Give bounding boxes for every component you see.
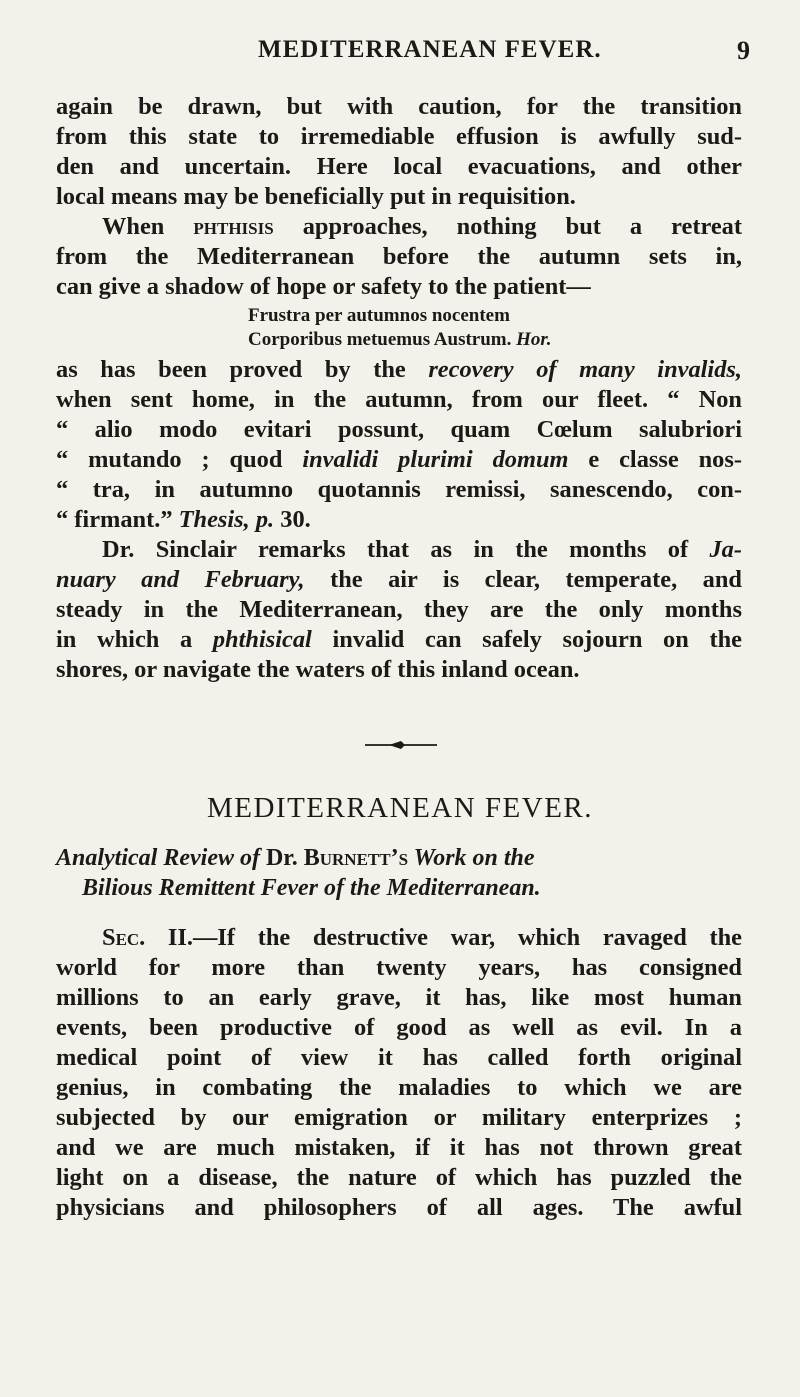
text-run: 30. bbox=[274, 506, 311, 533]
verse-author: Hor. bbox=[516, 329, 552, 350]
verse-line bbox=[248, 328, 552, 352]
paragraph-first-line bbox=[102, 535, 742, 565]
page-number: 9 bbox=[737, 36, 750, 65]
verse-line: Frustra per autumnos nocentem bbox=[248, 305, 510, 326]
subheading-line: Bilious Remittent Fever of the Mediterranean. bbox=[82, 875, 541, 901]
body-line bbox=[56, 565, 742, 595]
running-head bbox=[0, 30, 800, 70]
text-run: Dr. Sinclair remarks that as in the months of bbox=[102, 536, 710, 563]
italic-run: phthisical bbox=[212, 626, 312, 653]
text-run: “ mutando ; quod bbox=[56, 446, 303, 473]
text-run: as has been proved by the bbox=[56, 356, 429, 383]
author-name: Burnett’s bbox=[303, 845, 409, 871]
italic-run: nuary and February, bbox=[56, 566, 305, 593]
body-line: can give a shadow of hope or safety to the patient— bbox=[56, 273, 591, 300]
italic-run: Analytical Review of bbox=[56, 845, 266, 871]
body-line: local means may be beneficially put in requisition. bbox=[56, 183, 576, 210]
body-line: shores, or navigate the waters of this inland ocean. bbox=[56, 656, 580, 683]
text-run: the air is clear, temperate, and bbox=[304, 566, 742, 593]
text-run: —If the destructive war, which ravaged the bbox=[193, 924, 742, 951]
body-line bbox=[56, 445, 742, 475]
body-line: world for more than twenty years, has consigned bbox=[56, 954, 742, 981]
text-run: approaches, nothing but a retreat bbox=[273, 213, 742, 240]
body-line: and we are much mistaken, if it has not thrown great bbox=[56, 1134, 742, 1161]
paragraph-first-line bbox=[102, 212, 742, 242]
running-title: MEDITERRANEAN FEVER. bbox=[258, 36, 602, 63]
text-run: “ firmant.” bbox=[56, 506, 179, 533]
body-line: “ alio modo evitari possunt, quam Cœlum salubriori bbox=[56, 416, 742, 443]
italic-run: invalidi plurimi domum bbox=[302, 446, 569, 473]
section-label: Sec. II. bbox=[102, 924, 194, 951]
text-run: invalid can safely sojourn on the bbox=[311, 626, 742, 653]
body-line: from this state to irremediable effusion is awfully sud- bbox=[56, 123, 742, 150]
section-heading: MEDITERRANEAN FEVER. bbox=[206, 792, 594, 824]
body-line: medical point of view it has called forth original bbox=[56, 1044, 742, 1071]
body-line: from the Mediterranean before the autumn sets in, bbox=[56, 243, 742, 270]
ornament-divider bbox=[365, 739, 437, 751]
text-run: e classe nos- bbox=[568, 446, 742, 473]
body-line: millions to an early grave, it has, like most human bbox=[56, 984, 742, 1011]
body-line: physicians and philosophers of all ages. The awful bbox=[56, 1194, 742, 1221]
text-run: Dr. bbox=[265, 845, 304, 871]
body-line: again be drawn, but with caution, for the transition bbox=[56, 93, 742, 120]
italic-run: recovery of many invalids, bbox=[428, 356, 742, 383]
body-line bbox=[56, 505, 742, 535]
text-run: in which a bbox=[56, 626, 213, 653]
italic-run: Thesis, p. bbox=[178, 506, 275, 533]
body-line: steady in the Mediterranean, they are the only months bbox=[56, 596, 742, 623]
verse-text: Corporibus metuemus Austrum. bbox=[248, 329, 517, 350]
italic-run: Ja- bbox=[709, 536, 742, 563]
subheading-line bbox=[56, 843, 742, 873]
body-line: events, been productive of good as well as evil. In a bbox=[56, 1014, 742, 1041]
body-line: “ tra, in autumno quotannis remissi, sanescendo, con- bbox=[56, 476, 742, 503]
small-caps-term: phthisis bbox=[193, 213, 274, 240]
body-line: light on a disease, the nature of which has puzzled the bbox=[56, 1164, 742, 1191]
text-run: When bbox=[102, 213, 194, 240]
italic-run: Work on the bbox=[408, 845, 535, 871]
body-line bbox=[56, 355, 742, 385]
body-line: genius, in combating the maladies to which we are bbox=[56, 1074, 742, 1101]
paragraph-first-line bbox=[102, 923, 742, 953]
body-line: den and uncertain. Here local evacuations, and other bbox=[56, 153, 742, 180]
body-line: subjected by our emigration or military enterprizes ; bbox=[56, 1104, 742, 1131]
body-line bbox=[56, 625, 742, 655]
body-line: when sent home, in the autumn, from our fleet. “ Non bbox=[56, 386, 742, 413]
